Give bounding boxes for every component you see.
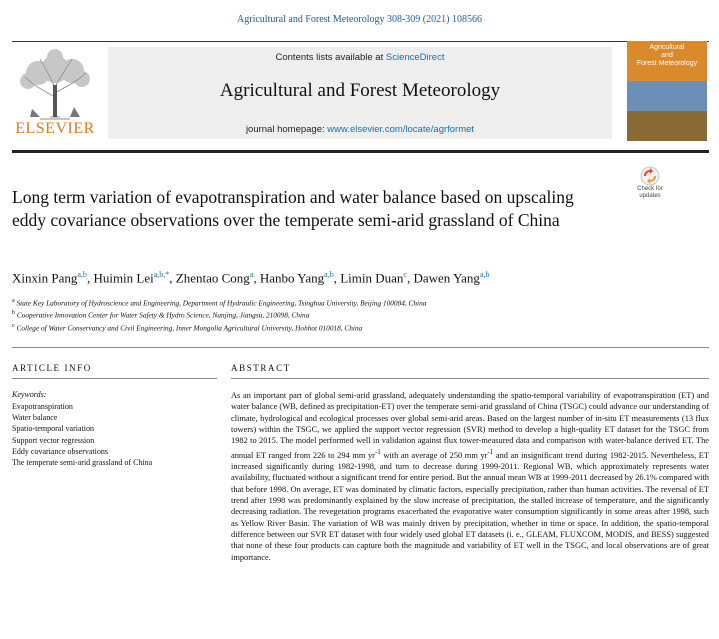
author-list: Xinxin Pang$^{a,b}$, Huimin Lei$^{a,b,*}$, Zhentao Cong$^a$, Hanbo Yang$^{a,b}$, Limin Duan$^c$, Dawen Yang$^{a,b}$ (12, 270, 490, 286)
affiliation-marker: a (12, 298, 15, 304)
keyword-item: Evapotranspiration (12, 402, 73, 411)
keywords-label: Keywords: (12, 390, 47, 399)
keyword-item: Spatio-temporal variation (12, 424, 94, 434)
contents-prefix: Contents lists available at (275, 52, 386, 63)
section-divider (12, 347, 709, 348)
affiliation-item (12, 308, 712, 320)
affiliation-item (12, 296, 712, 308)
keyword-item: Support vector regression (12, 435, 95, 445)
article-title: Long term variation of evapotranspiration and water balance based on upscaling eddy covariance observations over the temperate semi-arid grassland of China (12, 187, 574, 230)
header-top-rule (12, 41, 709, 42)
homepage-prefix: journal homepage: (245, 124, 328, 135)
journal-title: Agricultural and Forest Meteorology (219, 80, 501, 101)
abstract-rule (231, 378, 709, 379)
contents-line (108, 52, 612, 63)
author-name[interactable]: Huimin Lei (93, 270, 154, 286)
author-affiliation-marker[interactable]: a (249, 270, 254, 279)
unit-exponent: -1 (487, 447, 494, 456)
cover-ground (627, 111, 707, 141)
affiliation-marker: c (12, 322, 15, 329)
affiliation-marker: b (12, 310, 15, 317)
badge-line-1: Check for (637, 186, 663, 192)
author-name[interactable]: Xinxin Pang (12, 270, 78, 286)
sciencedirect-link[interactable]: ScienceDirect (385, 52, 445, 63)
article-info-heading: ARTICLE INFO (12, 363, 92, 373)
journal-cover-image (627, 41, 707, 141)
abstract-part-1: As an important part of global semi-arid grassland, adequately understanding the spatio-temporal variability of evapotranspiration (ET) and water balance (WB, defined as precipitation-ET) over the temperate semi-arid grassland of China (TSGC) could advance our understanding of climate, hydrological and ecological processes over global semi-arid areas. Based on the largest number of in-situ ET measurements (13 flux towers) within the TSGC, we applied the support vector regression (SVR) method to develop a high-quality ET dataset for the TSGC from 1982 to 2015. The model performed well in validation against flux tower-measured data and comparison with water-balance derived ET. The annual ET ranged from 226 to 294 mm yr (231, 391, 709, 460)
cover-title-line-2: and (661, 52, 673, 59)
check-for-updates-label (626, 186, 674, 200)
author-affiliation-marker[interactable]: a,b (324, 270, 334, 279)
affiliation-item (12, 321, 712, 333)
keywords-list (12, 401, 152, 468)
author-name[interactable]: Zhentao Cong (175, 270, 250, 286)
author-affiliation-marker[interactable]: c (403, 270, 407, 279)
affiliation-text: State Key Laboratory of Hydroscience and Engineering, Department of Hydraulic Engineering, Tsinghua University, Beijing 100084, China (16, 298, 427, 308)
affiliation-list (12, 296, 712, 333)
cover-title (627, 44, 707, 68)
author-name[interactable]: Dawen Yang (413, 270, 480, 286)
affiliation-text: Cooperative Innovation Center for Water Safety & Hydro Science, Nanjing, Jiangsu, 210098, China (16, 310, 310, 320)
cover-sky (627, 81, 707, 111)
abstract-part-2: with an average of 250 mm yr (380, 450, 488, 460)
elsevier-wordmark: ELSEVIER (15, 120, 95, 137)
abstract-text (231, 390, 709, 563)
cover-title-line-1: Agricultural (649, 44, 685, 51)
homepage-link[interactable]: www.elsevier.com/locate/agrformet (327, 124, 475, 135)
author-name[interactable]: Limin Duan (340, 270, 404, 286)
cover-title-line-3: Forest Meteorology (636, 60, 698, 67)
article-info-rule (12, 378, 217, 379)
author-name[interactable]: Hanbo Yang (259, 270, 325, 286)
header-bottom-rule (12, 150, 709, 153)
abstract-heading: ABSTRACT (231, 363, 291, 373)
author-affiliation-marker[interactable]: a,b,* (153, 270, 170, 279)
journal-citation: Agricultural and Forest Meteorology 308-309 (2021) 108566 (237, 14, 482, 25)
author-affiliation-marker[interactable]: a,b (77, 270, 87, 279)
keyword-item: Eddy covariance observations (12, 446, 108, 456)
abstract-part-3: and an insignificant trend during 1982-2015. Nevertheless, ET increased significantly during 1982-1998, and turn to decrease during 1999-2011. Regional WB, which approximately represents water availability, fluctuated without a significant trend for entire period. But the annual mean WB at 1999-2011 decreased by 26.1% compared with that before 1998. On average, ET was dominated by climatic factors, especially precipitation, rather than human activities. The reversal of ET trend after 1998 was predominantly explained by the slow increase of precipitation, the stalled increase of temperature, and the significantly decreasing radiation. The revegetation programs exacerbated the evaporative water consumption significantly in some areas after 1998, such as Yellow River Basin. The variation of WB was mainly driven by precipitation, whether in time or space. In addition, the spatio-temporal difference between our SVR ET dataset with four widely used global ET datasets (i. e., GLEAM, FLUXCOM, MODIS, and BESS) suggested that none of these four products can capture both the magnitude and variability of ET well in the TSGC, and local observations are of great importance. (231, 450, 709, 562)
keyword-item: The temperate semi-arid grassland of China (12, 458, 153, 468)
affiliation-text: College of Water Conservancy and Civil Engineering, Inner Mongolia Agricultural University, Hohhot 010018, China (16, 323, 363, 333)
unit-exponent: -1 (374, 447, 381, 456)
keyword-item: Water balance (12, 413, 58, 423)
journal-homepage-line (108, 124, 612, 135)
author-affiliation-marker[interactable]: a,b (479, 270, 490, 279)
badge-line-2: updates (639, 193, 661, 199)
